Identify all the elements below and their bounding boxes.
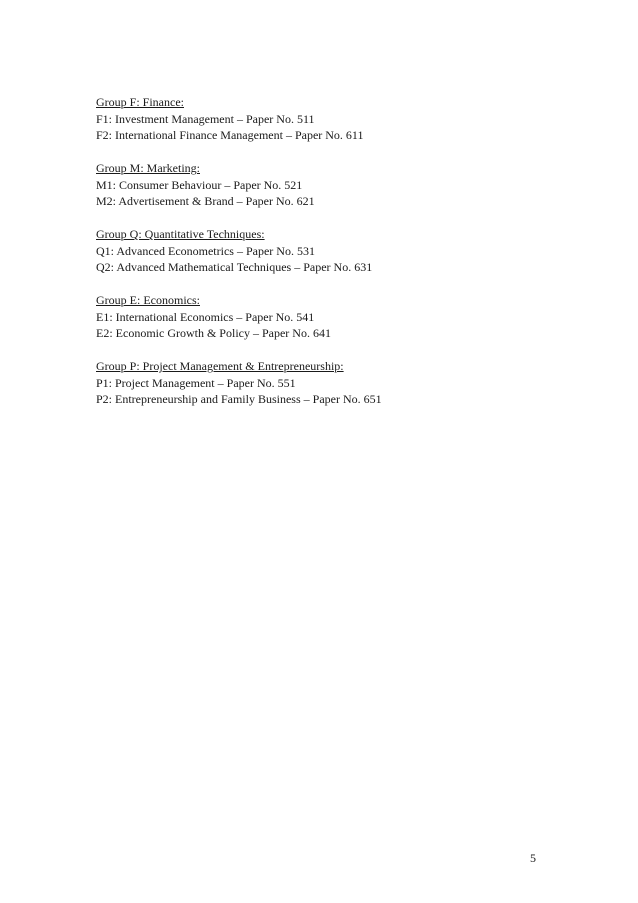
paper-item: E1: International Economics – Paper No. 541 [96, 309, 315, 324]
paper-item: F2: International Finance Management – Paper No. 611 [96, 128, 364, 142]
paper-item: M1: Consumer Behaviour – Paper No. 521 [96, 177, 303, 192]
group-heading: Group E: Economics: [96, 293, 200, 307]
group-marketing [96, 160, 576, 210]
elective-groups-list [96, 94, 576, 424]
group-heading: Group P: Project Management & Entrepreneurship: [96, 359, 344, 373]
group-heading: Group M: Marketing: [96, 161, 200, 175]
paper-item: Q2: Advanced Mathematical Techniques – Paper No. 631 [96, 260, 373, 274]
group-heading: Group F: Finance: [96, 95, 184, 109]
group-heading: Group Q: Quantitative Techniques: [96, 227, 265, 241]
paper-item: E2: Economic Growth & Policy – Paper No. 641 [96, 326, 331, 340]
paper-item: F1: Investment Management – Paper No. 511 [96, 111, 315, 126]
group-project-management [96, 358, 576, 408]
paper-item: M2: Advertisement & Brand – Paper No. 621 [96, 194, 315, 208]
paper-item: Q1: Advanced Econometrics – Paper No. 531 [96, 243, 315, 258]
group-finance [96, 94, 576, 144]
paper-item: P1: Project Management – Paper No. 551 [96, 375, 296, 390]
group-economics [96, 292, 576, 342]
paper-item: P2: Entrepreneurship and Family Business – Paper No. 651 [96, 392, 382, 406]
group-quantitative-techniques [96, 226, 576, 276]
page-number: 5 [530, 851, 536, 865]
